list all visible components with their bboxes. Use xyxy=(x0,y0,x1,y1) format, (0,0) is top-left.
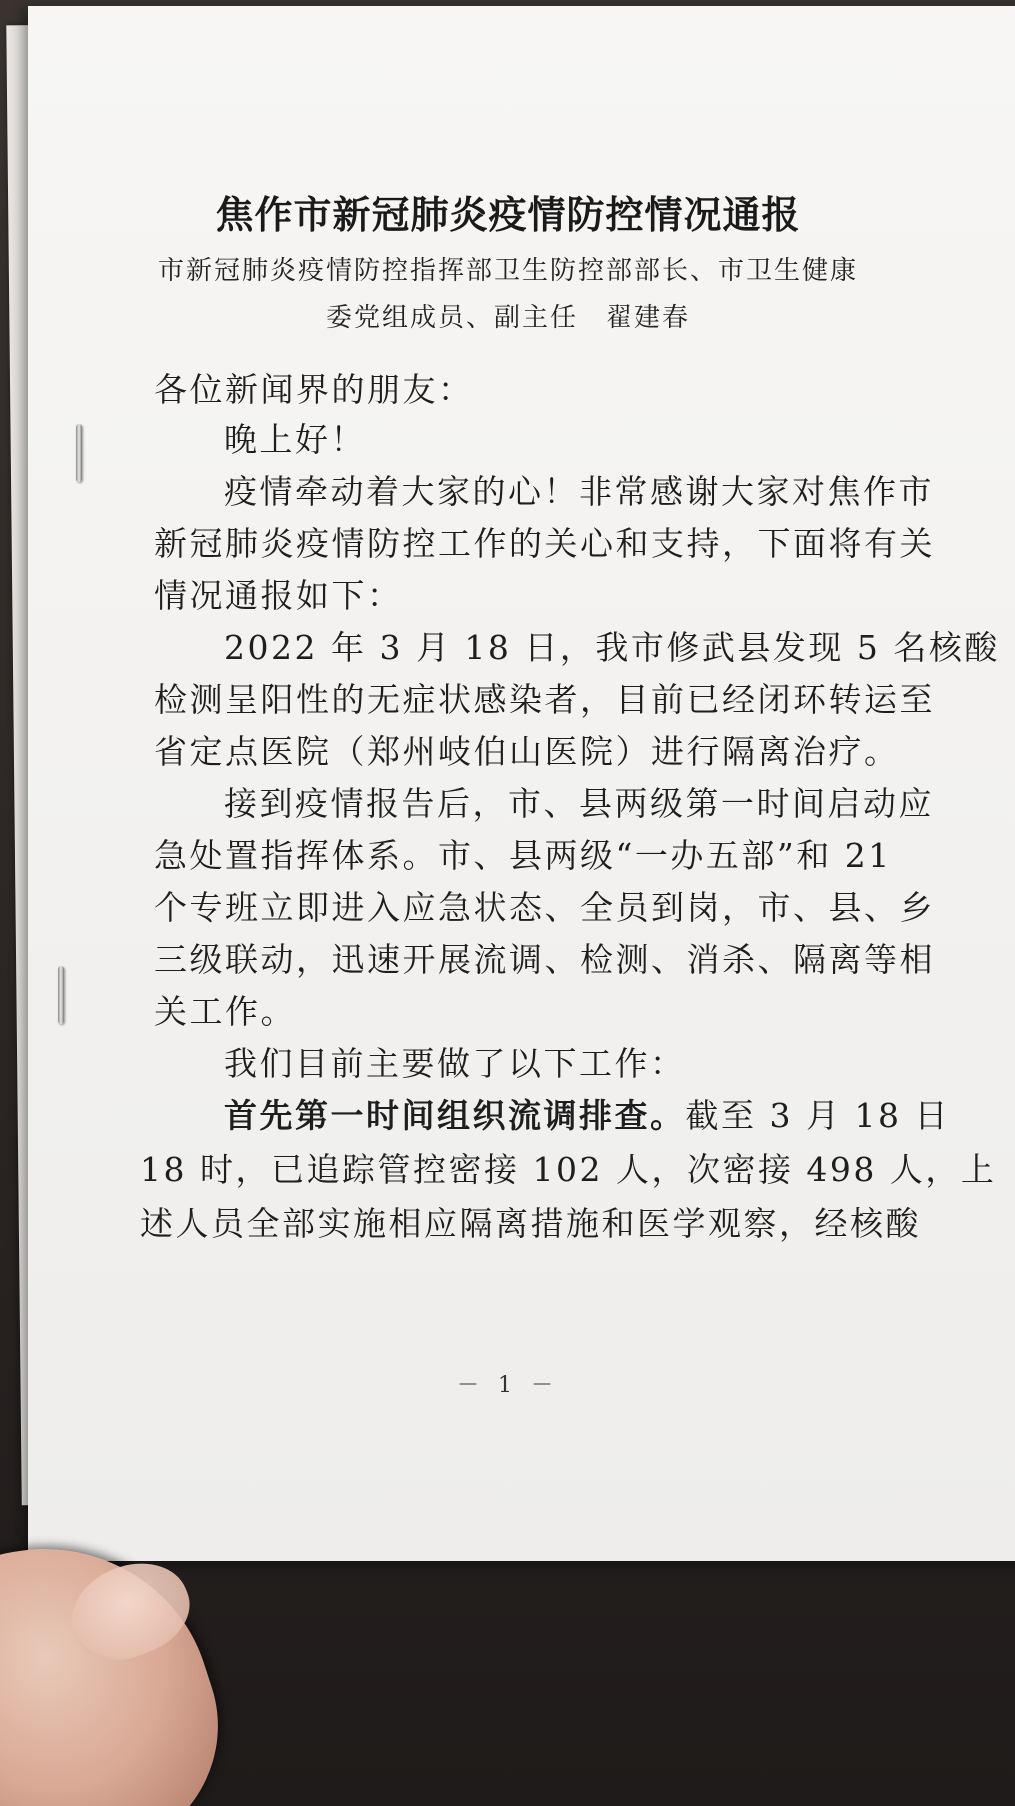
paragraph-3-line-2: 急处置指挥体系。市、县两级“一办五部”和 21 xyxy=(154,836,892,875)
paragraph-3-line-4: 三级联动，迅速开展流调、检测、消杀、隔离等相 xyxy=(154,940,935,979)
paragraph-3-line-5: 关工作。 xyxy=(154,992,296,1031)
staple-bottom xyxy=(58,966,64,1024)
greeting: 各位新闻界的朋友： xyxy=(154,370,474,409)
paragraph-5-line-2: 18 时，已追踪管控密接 102 人，次密接 498 人，上 xyxy=(140,1150,997,1189)
paragraph-5-bold-lead: 首先第一时间组织流调排查。 xyxy=(224,1096,686,1135)
paragraph-1-line-2: 新冠肺炎疫情防控工作的关心和支持，下面将有关 xyxy=(154,524,935,563)
paragraph-3-line-1: 接到疫情报告后，市、县两级第一时间启动应 xyxy=(224,784,934,823)
speaker-line-1: 市新冠肺炎疫情防控指挥部卫生防控部部长、市卫生健康 xyxy=(157,256,858,286)
paragraph-5-first-rest: 截至 3 月 18 日 xyxy=(685,1096,950,1135)
paragraph-2-line-3: 省定点医院（郑州岐伯山医院）进行隔离治疗。 xyxy=(154,732,900,771)
staple-top xyxy=(76,424,82,482)
document-title: 焦作市新冠肺炎疫情防控情况通报 xyxy=(215,192,801,237)
paragraph-4-line-1: 我们目前主要做了以下工作： xyxy=(224,1044,686,1083)
document-page xyxy=(28,6,1015,1561)
speaker-line-2: 委党组成员、副主任 翟建春 xyxy=(325,303,690,333)
paragraph-3-line-3: 个专班立即进入应急状态、全员到岗，市、县、乡 xyxy=(154,888,935,927)
paragraph-5-line-3: 述人员全部实施相应隔离措施和医学观察，经核酸 xyxy=(140,1204,921,1243)
paragraph-1-line-3: 情况通报如下： xyxy=(154,576,403,615)
paragraph-5-line-1 xyxy=(224,1090,950,1137)
paragraph-2-line-2: 检测呈阳性的无症状感染者，目前已经闭环转运至 xyxy=(154,680,935,719)
page-number: － 1 － xyxy=(457,1373,559,1398)
paragraph-2-line-1: 2022 年 3 月 18 日，我市修武县发现 5 名核酸 xyxy=(224,628,1000,667)
salutation: 晚上好！ xyxy=(224,420,366,459)
paragraph-1-line-1: 疫情牵动着大家的心！非常感谢大家对焦作市 xyxy=(224,472,934,511)
